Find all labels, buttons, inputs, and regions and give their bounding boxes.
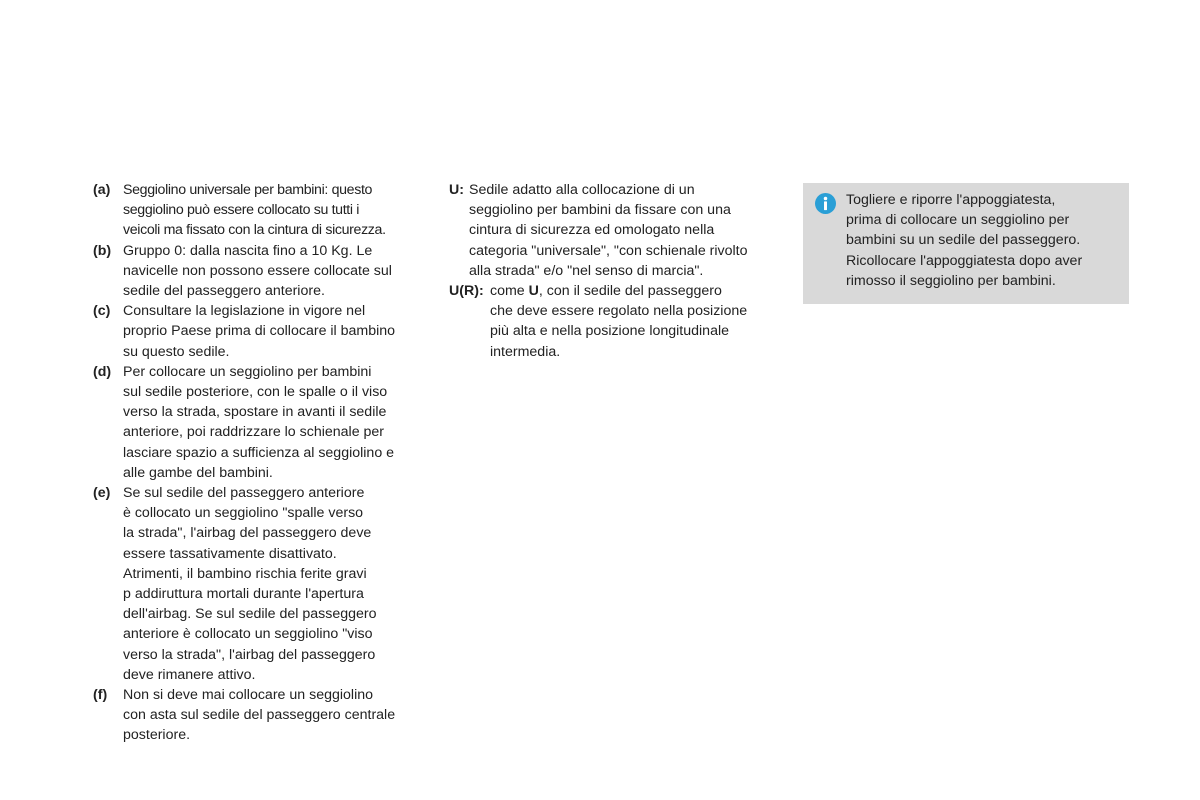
text-line: [490, 281, 789, 301]
text-line: Ricollocare l'appoggiatesta dopo aver: [846, 252, 1083, 269]
definition-key: U(R):: [449, 283, 484, 300]
text-line: Non si deve mai collocare un seggiolino: [123, 687, 373, 704]
definition-text: [490, 281, 789, 362]
footnote-a: [93, 180, 433, 241]
text-line: seggiolino per bambini da fissare con una: [469, 202, 731, 219]
text-line: Togliere e riporre l'appoggiatesta,: [846, 192, 1056, 208]
footnote-text: [123, 180, 433, 241]
text-line: veicoli ma fissato con la cintura di sicurezza.: [123, 222, 386, 239]
footnote-c: [93, 301, 433, 362]
text-line: intermedia.: [490, 343, 561, 360]
text-line: su questo sedile.: [123, 343, 230, 360]
text-line: più alta e nella posizione longitudinale: [490, 323, 729, 340]
text-line: la strada", l'airbag del passeggero deve: [123, 525, 372, 542]
footnote-key: (f): [93, 687, 108, 704]
text-line: Gruppo 0: dalla nascita fino a 10 Kg. Le: [123, 242, 373, 259]
footnote-e: [93, 483, 433, 685]
text-fragment: come: [490, 283, 529, 300]
footnote-key: (d): [93, 363, 112, 380]
footnote-text: [123, 241, 433, 302]
footnote-f: [93, 685, 433, 746]
text-line: Atrimenti, il bambino rischia ferite gravi: [123, 565, 367, 582]
text-line: lasciare spazio a sufficienza al seggiolino e: [123, 444, 395, 461]
text-line: verso la strada, spostare in avanti il sedile: [123, 404, 387, 421]
text-line: proprio Paese prima di collocare il bambino: [123, 323, 396, 340]
footnote-key: (a): [93, 182, 111, 198]
definition-key: U:: [449, 182, 464, 198]
footnote-text: [123, 301, 433, 362]
text-line: con asta sul sedile del passeggero centrale: [123, 707, 396, 724]
text-line: deve rimanere attivo.: [123, 666, 256, 683]
text-line: anteriore è collocato un seggiolino "viso: [123, 626, 373, 643]
text-line: Consultare la legislazione in vigore nel: [123, 303, 366, 320]
text-line: bambini su un sedile del passeggero.: [846, 232, 1081, 249]
text-line: Se sul sedile del passeggero anteriore: [123, 485, 365, 502]
text-line: è collocato un seggiolino "spalle verso: [123, 505, 364, 522]
text-fragment: , con il sedile del passeggero: [538, 283, 722, 300]
info-icon: [815, 193, 836, 214]
text-line: anteriore, poi raddrizzare lo schienale per: [123, 424, 385, 441]
text-line: alla strada" e/o "nel senso di marcia".: [469, 262, 704, 279]
info-text: [846, 190, 1126, 291]
footnote-d: [93, 362, 433, 483]
text-line: che deve essere regolato nella posizione: [490, 303, 748, 320]
text-line: prima di collocare un seggiolino per: [846, 212, 1070, 229]
text-line: Sedile adatto alla collocazione di un: [469, 182, 695, 198]
footnote-text: [123, 483, 433, 685]
text-line: categoria "universale", "con schienale rivolto: [469, 242, 748, 259]
text-line: rimosso il seggiolino per bambini.: [846, 272, 1056, 289]
footnote-key: (e): [93, 485, 111, 502]
text-line: navicelle non possono essere collocate sul: [123, 262, 392, 279]
footnote-key: (b): [93, 242, 112, 259]
text-line: p addiruttura mortali durante l'apertura: [123, 586, 364, 603]
footnote-key: (c): [93, 303, 111, 320]
definition-ur: [449, 281, 789, 362]
footnote-text: [123, 362, 433, 483]
info-box: [803, 183, 1129, 304]
footnotes-column: [93, 180, 433, 746]
footnote-text: [123, 685, 433, 746]
text-line: cintura di sicurezza ed omologato nella: [469, 222, 715, 239]
text-line: Per collocare un seggiolino per bambini: [123, 363, 372, 380]
text-line: sedile del passeggero anteriore.: [123, 283, 325, 300]
text-line: sul sedile posteriore, con le spalle o il viso: [123, 384, 388, 401]
bold-term: U: [528, 283, 539, 300]
text-line: Seggiolino universale per bambini: questo: [123, 182, 373, 198]
text-line: seggiolino può essere collocato su tutti i: [123, 202, 360, 219]
text-line: alle gambe del bambini.: [123, 464, 273, 481]
footnote-b: [93, 241, 433, 302]
text-line: posteriore.: [123, 727, 191, 744]
text-line: essere tassativamente disattivato.: [123, 545, 337, 562]
definition-u: [449, 180, 789, 281]
definition-text: [469, 180, 789, 281]
definitions-column: [449, 180, 789, 362]
text-line: dell'airbag. Se sul sedile del passeggero: [123, 606, 377, 623]
text-line: verso la strada", l'airbag del passeggero: [123, 646, 376, 663]
